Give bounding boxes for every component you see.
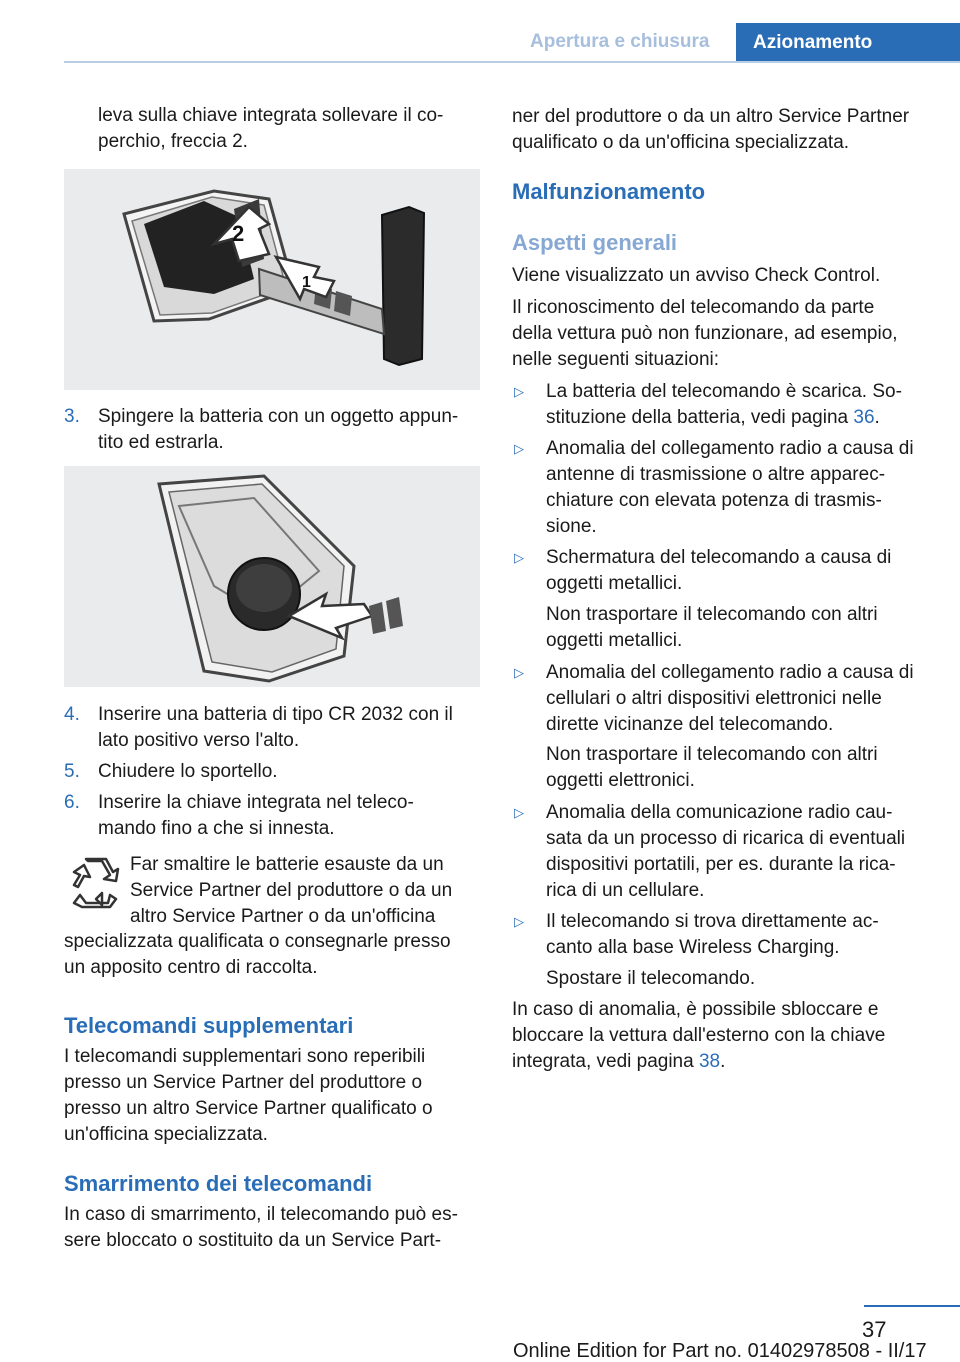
intro-line-2: perchio, freccia 2. [98, 131, 248, 152]
bullet-2-marker: ▷ [514, 441, 524, 456]
final-end: . [720, 1051, 726, 1072]
step-6-line-2: mando fino a che si innesta. [98, 818, 335, 839]
bullet-1-end: . [874, 407, 880, 428]
bullet-5-line-4: rica di un cellulare. [546, 880, 705, 901]
figure-key-cover-removal [64, 169, 480, 390]
bullet-1-marker: ▷ [514, 384, 524, 399]
bullet-4-line-3: dirette vicinanze del telecomando. [546, 714, 834, 735]
key-cover-illustration [64, 169, 480, 390]
step-3-line-1: Spingere la batteria con un oggetto appun- [98, 406, 459, 427]
bullet-6-line-1: Il telecomando si trova direttamente ac- [546, 911, 879, 932]
final-line-1: In caso di anomalia, è possibile sbloccare e [512, 999, 879, 1020]
recycle-line-5: un apposito centro di raccolta. [64, 957, 318, 978]
bullet-4-line-1: Anomalia del collegamento radio a causa di [546, 662, 914, 683]
bullet-1-line-1: La batteria del telecomando è scarica. So- [546, 381, 902, 402]
bullet-3-note-1: Non trasportare il telecomando con altri [546, 604, 878, 625]
bullet-4-marker: ▷ [514, 665, 524, 680]
step-6-line-1: Inserire la chiave integrata nel teleco- [98, 792, 414, 813]
bullet-5-line-2: sata da un processo di ricarica di eventuali [546, 828, 906, 849]
bullet-3-line-2: oggetti metallici. [546, 573, 683, 594]
bullet-2-line-4: sione. [546, 516, 597, 537]
bullet-6-marker: ▷ [514, 914, 524, 929]
final-line-3 [512, 1049, 725, 1074]
p2-line-3: nelle seguenti situazioni: [512, 349, 720, 370]
p2-line-2: della vettura può non funzionare, ad esempio, [512, 323, 898, 344]
supplementari-line-3: presso un altro Service Partner qualificato o [64, 1098, 433, 1119]
p2-line-1: Il riconoscimento del telecomando da parte [512, 297, 875, 318]
recycle-line-1: Far smaltire le batterie esauste da un [130, 854, 444, 875]
bullet-2-line-2: antenne di trasmissione o altre apparec- [546, 464, 886, 485]
step-5-number: 5. [64, 761, 80, 782]
arrow-2-label: 2 [232, 221, 245, 246]
bullet-4-note-2: oggetti elettronici. [546, 770, 695, 791]
bullet-5-line-3: dispositivi portatili, per es. durante la rica- [546, 854, 896, 875]
bullet-6-line-2: canto alla base Wireless Charging. [546, 937, 840, 958]
bullet-4-note-1: Non trasportare il telecomando con altri [546, 744, 878, 765]
bullet-2-line-3: chiature con elevata potenza di trasmis- [546, 490, 882, 511]
bullet-5-marker: ▷ [514, 805, 524, 820]
battery-illustration [64, 466, 480, 687]
edition-note: Online Edition for Part no. 01402978508 - II/17 [513, 1340, 927, 1362]
recycle-icon [66, 855, 124, 911]
recycle-line-3: altro Service Partner o da un'officina [130, 906, 436, 927]
smarrimento-line-1: In caso di smarrimento, il telecomando può es- [64, 1204, 458, 1225]
arrow-1-label: 1 [302, 274, 311, 291]
bullet-1-text: stituzione della batteria, vedi pagina [546, 407, 854, 428]
supplementari-line-4: un'officina specializzata. [64, 1124, 268, 1145]
step-3-line-2: tito ed estrarla. [98, 432, 224, 453]
final-line-2: bloccare la vettura dall'esterno con la chiave [512, 1025, 886, 1046]
cont-line-2: qualificato o da un'officina specializzata. [512, 132, 850, 153]
bullet-5-line-1: Anomalia della comunicazione radio cau- [546, 802, 893, 823]
bullet-3-marker: ▷ [514, 550, 524, 565]
bullet-4-line-2: cellulari o altri dispositivi elettronici nelle [546, 688, 882, 709]
supplementari-line-2: presso un Service Partner del produttore o [64, 1072, 423, 1093]
step-4-line-2: lato positivo verso l'alto. [98, 730, 300, 751]
heading-smarrimento: Smarrimento dei telecomandi [64, 1171, 373, 1196]
step-5-line-1: Chiudere lo sportello. [98, 761, 278, 782]
step-3-number: 3. [64, 406, 80, 427]
smarrimento-line-2: sere bloccato o sostituito da un Service Part- [64, 1230, 442, 1251]
bullet-1-line-2 [546, 405, 880, 430]
page-number: 37 [862, 1317, 887, 1342]
heading-malfunzionamento: Malfunzionamento [512, 179, 706, 204]
step-6-number: 6. [64, 792, 80, 813]
footer-rule [864, 1305, 960, 1307]
header-section-title: Apertura e chiusura [530, 31, 710, 52]
figure-battery-removal [64, 466, 480, 687]
bullet-3-note-2: oggetti metallici. [546, 630, 683, 651]
step-4-line-1: Inserire una batteria di tipo CR 2032 con il [98, 704, 453, 725]
heading-aspetti-generali: Aspetti generali [512, 230, 678, 255]
step-4-number: 4. [64, 704, 80, 725]
header-rule [64, 61, 960, 63]
recycle-line-4: specializzata qualificata o consegnarle presso [64, 931, 451, 952]
page-38-link[interactable]: 38 [698, 1051, 721, 1072]
final-text: integrata, vedi pagina [512, 1051, 699, 1072]
bullet-2-line-1: Anomalia del collegamento radio a causa di [546, 438, 914, 459]
cont-line-1: ner del produttore o da un altro Service Partner [512, 106, 910, 127]
page-36-link[interactable]: 36 [853, 407, 875, 428]
bullet-6-note: Spostare il telecomando. [546, 968, 756, 989]
bullet-3-line-1: Schermatura del telecomando a causa di [546, 547, 892, 568]
supplementari-line-1: I telecomandi supplementari sono reperibili [64, 1046, 426, 1067]
intro-line-1: leva sulla chiave integrata sollevare il co- [98, 105, 444, 126]
p1-line: Viene visualizzato un avviso Check Control. [512, 265, 881, 286]
heading-telecomandi-supplementari: Telecomandi supplementari [64, 1013, 354, 1038]
recycle-line-2: Service Partner del produttore o da un [130, 880, 453, 901]
header-chapter-tab: Azionamento [736, 23, 960, 63]
